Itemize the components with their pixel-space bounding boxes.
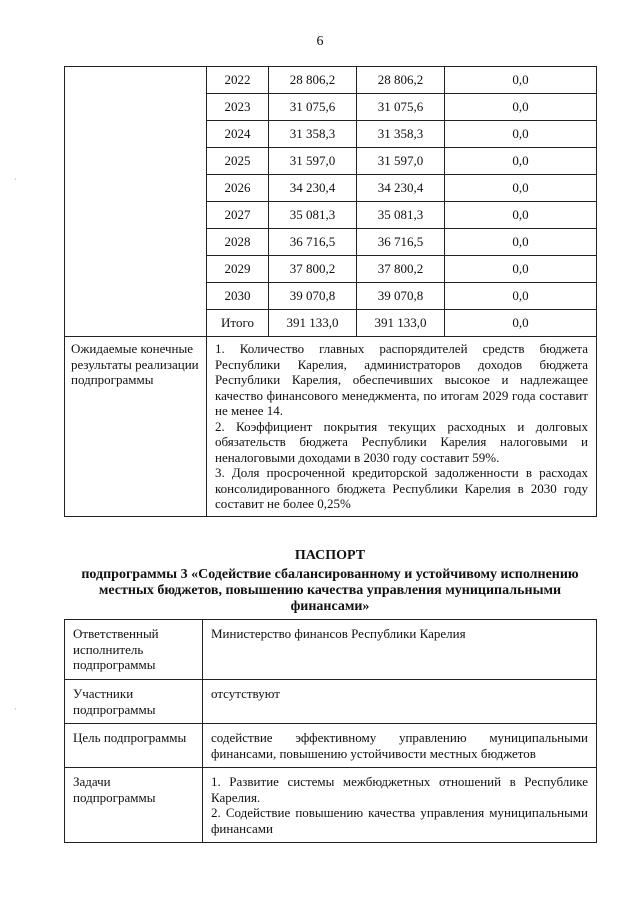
cell-other: 0,0 [445, 202, 597, 229]
cell-total: 37 800,2 [269, 256, 357, 283]
expected-results-text [207, 337, 597, 517]
cell-republic: 37 800,2 [357, 256, 445, 283]
cell-other: 0,0 [445, 256, 597, 283]
cell-total: 31 075,6 [269, 94, 357, 121]
table-row [65, 67, 597, 94]
passport-row-label: Задачи подпрограммы [65, 768, 203, 843]
passport-row-value [203, 620, 597, 680]
cell-republic: 31 075,6 [357, 94, 445, 121]
passport-value-line: содействие эффективному управлению муниципальными финансами, повышению устойчивости местных бюджетов [211, 730, 588, 761]
expected-results-label: Ожидаемые конечные результаты реализации подпрограммы [65, 337, 207, 517]
cell-republic: 39 070,8 [357, 283, 445, 310]
cell-year: 2026 [207, 175, 269, 202]
cell-republic: 31 358,3 [357, 121, 445, 148]
cell-other: 0,0 [445, 175, 597, 202]
expected-results-row [65, 337, 597, 517]
cell-other: 0,0 [445, 94, 597, 121]
cell-republic: 31 597,0 [357, 148, 445, 175]
scan-mark: · [14, 175, 17, 184]
cell-total: 28 806,2 [269, 67, 357, 94]
passport-row-value [203, 724, 597, 768]
passport-row [65, 620, 597, 680]
result-item: 2. Коэффициент покрытия текущих расходных и долговых обязательств бюджета Республики Карелия налоговыми и неналоговыми доходами в 2030 году составит 59%. [215, 418, 588, 465]
passport-value-line: 1. Развитие системы межбюджетных отношений в Республике Карелия. [211, 774, 588, 805]
cell-total: 34 230,4 [269, 175, 357, 202]
cell-total: 31 358,3 [269, 121, 357, 148]
cell-other: 0,0 [445, 148, 597, 175]
passport-row [65, 680, 597, 724]
cell-other: 0,0 [445, 67, 597, 94]
cell-year: 2029 [207, 256, 269, 283]
empty-label-cell [65, 67, 207, 337]
result-item: 3. Доля просроченной кредиторской задолженности в расходах консолидированного бюджета Республики Карелия в 2030 году составит не более 0,25% [215, 465, 588, 511]
cell-total: 35 081,3 [269, 202, 357, 229]
cell-year: 2027 [207, 202, 269, 229]
passport-row-label: Участники подпрограммы [65, 680, 203, 724]
cell-republic: 36 716,5 [357, 229, 445, 256]
cell-republic: 28 806,2 [357, 67, 445, 94]
cell-year: 2023 [207, 94, 269, 121]
passport-row-label: Ответственный исполнитель подпрограммы [65, 620, 203, 680]
passport-row-value [203, 680, 597, 724]
cell-republic: 35 081,3 [357, 202, 445, 229]
passport-value-line: 2. Содействие повышению качества управления муниципальными финансами [211, 805, 588, 836]
passport-subheading: подпрограммы 3 «Содействие сбалансированному и устойчивому исполнению местных бюджетов, повышению качества управления муниципальными финансами» [81, 567, 579, 614]
cell-year: 2028 [207, 229, 269, 256]
passport-table [64, 619, 597, 843]
cell-year: 2022 [207, 67, 269, 94]
cell-other: 0,0 [445, 310, 597, 337]
cell-republic: 34 230,4 [357, 175, 445, 202]
funding-table [64, 66, 597, 517]
passport-row [65, 768, 597, 843]
passport-value-line: отсутствуют [211, 686, 280, 701]
passport-row [65, 724, 597, 768]
cell-total: 31 597,0 [269, 148, 357, 175]
cell-total: 36 716,5 [269, 229, 357, 256]
scan-mark: · [14, 705, 17, 714]
cell-year: 2024 [207, 121, 269, 148]
cell-total: 39 070,8 [269, 283, 357, 310]
passport-row-label: Цель подпрограммы [65, 724, 203, 768]
page-number: 6 [316, 34, 324, 49]
cell-year: 2025 [207, 148, 269, 175]
cell-year: 2030 [207, 283, 269, 310]
passport-value-line: Министерство финансов Республики Карелия [211, 626, 466, 641]
cell-republic: 391 133,0 [357, 310, 445, 337]
cell-other: 0,0 [445, 283, 597, 310]
cell-other: 0,0 [445, 121, 597, 148]
cell-other: 0,0 [445, 229, 597, 256]
passport-heading: ПАСПОРТ [294, 548, 366, 563]
cell-year: Итого [207, 310, 269, 337]
passport-row-value [203, 768, 597, 843]
cell-total: 391 133,0 [269, 310, 357, 337]
result-item: 1. Количество главных распорядителей средств бюджета Республики Карелия, администраторов доходов бюджета Республики Карелия, обеспечивших высокое и надлежащее качество финансового менеджмента, по итогам 2029 года составит не менее 14. [215, 341, 588, 418]
